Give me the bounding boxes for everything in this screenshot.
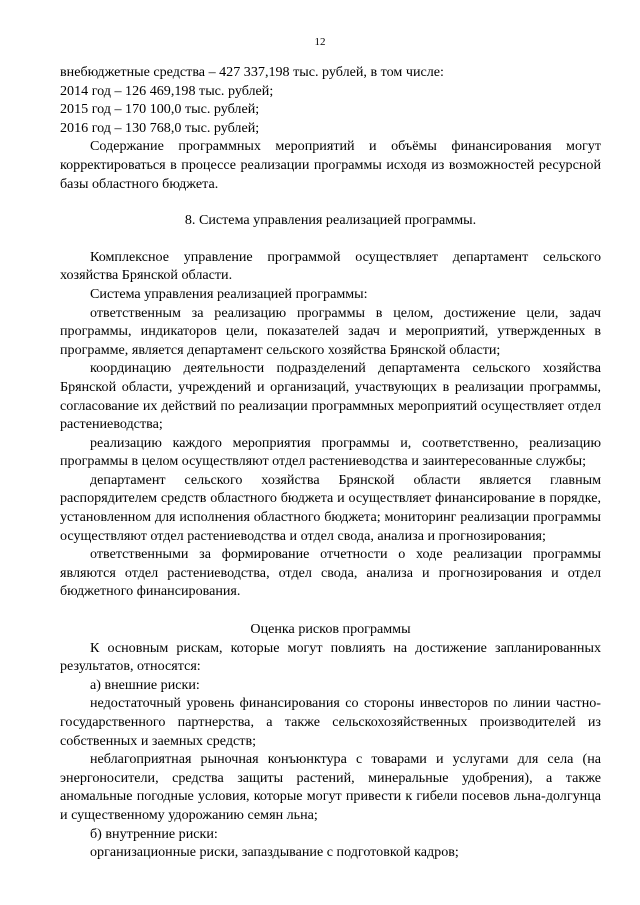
funding-total-line: внебюджетные средства – 427 337,198 тыс. рублей, в том числе: [60,64,444,80]
section-8-paragraph-2: Система управления реализацией программы: [90,285,368,302]
external-risk-2: неблагоприятная рыночная конъюнктура с товарами и услугами для села (на энергоносители, средства защиты растений, минеральные удобрения), а также аномальные погодные условия, которые могут привести к гибели посевов льна-долгунца и существенному удорожанию семян льна; [60,751,601,823]
section-8-paragraph-4: координацию деятельности подразделений департамента сельского хозяйства Брянской области, учреждений и организаций, участвующих в реализации программы, согласование их действий по реализации программных мероприятий осуществляет отдел растениеводства; [60,360,601,433]
funding-adjust-paragraph: Содержание программных мероприятий и объёмы финансирования могут корректироваться в процессе реализации программы исходя из возможностей ресурсной базы областного бюджета. [60,138,601,192]
external-risks-label: а) внешние риски: [90,676,200,693]
external-risk-1: недостаточный уровень финансирования со стороны инвесторов по линии частно-государственного партнерства, а также сельскохозяйственных производителей из собственных и заемных средств; [60,695,601,749]
page-number: 12 [314,36,326,48]
section-8-paragraph-5: реализацию каждого мероприятия программы и, соответственно, реализацию программы в целом осуществляют отдел растениеводства и заинтересованные службы; [60,434,601,470]
funding-2015-line: 2015 год – 170 100,0 тыс. рублей; [60,101,260,118]
internal-risk-1: организационные риски, запаздывание с подготовкой кадров; [90,844,459,861]
section-8-paragraph-1: Комплексное управление программой осуществляет департамент сельского хозяйства Брянской области. [60,248,601,284]
internal-risks-label: б) внутренние риски: [90,825,218,842]
section-8-paragraph-3: ответственным за реализацию программы в целом, достижение цели, задач программы, индикаторов цели, показателей задач и мероприятий, утвержденных в программе, является департамент сельского хозяйства Брянской области; [60,304,601,358]
section-8-paragraph-7: ответственными за формирование отчетности о ходе реализации программы являются отдел растениеводства, отдел свода, анализа и прогнозирования и отдел бюджетного финансирования. [60,546,601,600]
funding-2014-line: 2014 год – 126 469,198 тыс. рублей; [60,82,274,99]
section-8-paragraph-6: департамент сельского хозяйства Брянской области является главным распорядителем средств областного бюджета и осуществляет финансирование в порядке, установленном для исполнения областного бюджета; мониторинг реализации программы осуществляют отдел растениеводства и отдел свода, анализа и прогнозирования; [60,471,601,544]
risks-intro: К основным рискам, которые могут повлиять на достижение запланированных результатов, относятся: [60,639,601,675]
section-8-heading: 8. Система управления реализацией программы. [184,212,477,229]
document-body [60,63,601,862]
funding-2016-line: 2016 год – 130 768,0 тыс. рублей; [60,119,260,136]
risks-heading: Оценка рисков программы [250,621,411,638]
